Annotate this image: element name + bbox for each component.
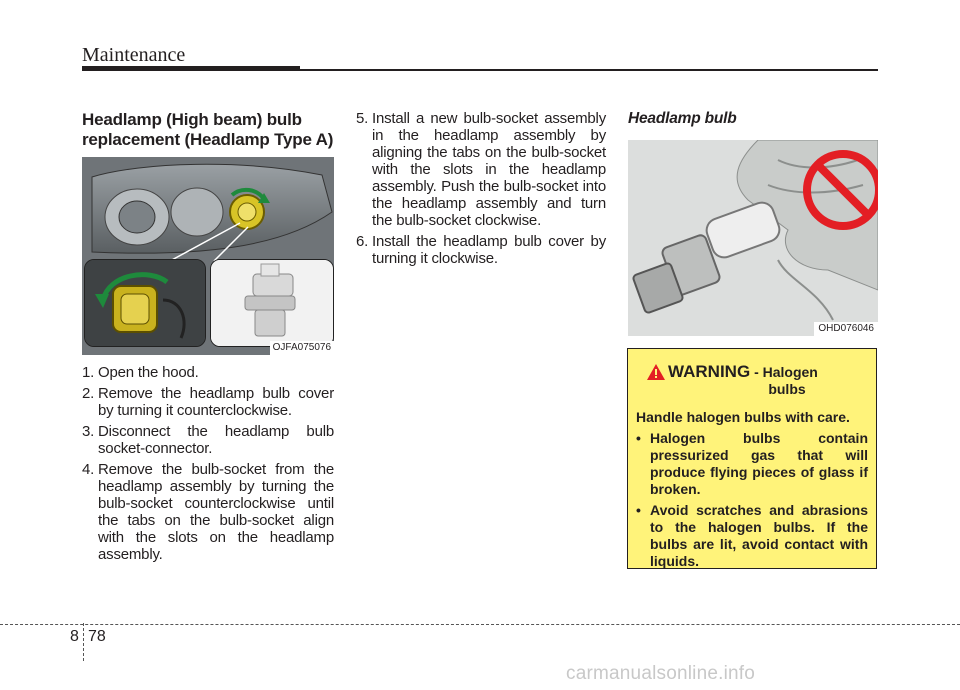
warning-header	[636, 363, 868, 399]
halogen-bulb-figure	[628, 140, 878, 336]
steps-list-2	[356, 110, 606, 267]
warning-subtitle-line2: bulbs	[768, 381, 806, 397]
procedure-heading	[82, 110, 334, 150]
step-number: 3.	[82, 423, 95, 440]
header-rule-thick	[82, 66, 300, 71]
step-item	[356, 233, 606, 267]
step-item	[82, 423, 334, 457]
footer-dashed-rule	[0, 624, 960, 625]
warning-intro: Handle halogen bulbs with care.	[636, 409, 850, 425]
warning-list	[636, 430, 868, 570]
step-text: Open the hood.	[98, 364, 199, 381]
step-item	[82, 461, 334, 563]
right-column	[628, 110, 878, 128]
warning-box	[627, 348, 877, 569]
step-text: Remove the bulb-socket from the headlamp assembly by turning the bulb-socket counterclockwise until the tabs on the bulb-socket align with the slots on the headlamp assembly.	[98, 461, 334, 563]
bullet-icon: •	[636, 502, 641, 518]
step-number: 4.	[82, 461, 95, 478]
step-number: 6.	[356, 233, 369, 250]
chapter-number: 8	[70, 628, 79, 645]
headlamp-socket-figure	[82, 157, 334, 355]
section-title: Maintenance	[82, 44, 186, 66]
bulb-socket-illustration	[211, 260, 333, 346]
warning-item	[636, 502, 868, 570]
header-rule-thin	[300, 69, 878, 71]
step-text: Install the headlamp bulb cover by turning it clockwise.	[372, 233, 606, 267]
page-number-divider	[83, 623, 84, 661]
step-text: Remove the headlamp bulb cover by turning it counterclockwise.	[98, 385, 334, 419]
watermark: carmanualsonline.info	[566, 663, 756, 684]
page-number: 78	[88, 628, 106, 645]
left-steps	[82, 364, 334, 567]
bullet-icon: •	[636, 430, 641, 446]
hand-holding-bulb-illustration	[628, 140, 878, 336]
middle-column	[356, 110, 606, 271]
warning-item	[636, 430, 868, 498]
warning-subtitle: - Halogen	[754, 364, 818, 380]
step-number: 2.	[82, 385, 95, 402]
figure-code: OHD076046	[814, 322, 878, 336]
step-item	[82, 385, 334, 419]
step-text: Disconnect the headlamp bulb socket-connector.	[98, 423, 334, 457]
step-item	[82, 364, 334, 381]
left-column	[82, 110, 334, 160]
warning-label: WARNING	[668, 362, 751, 381]
bulb-socket-inset	[210, 259, 334, 347]
procedure-heading-line2: replacement (Headlamp Type A)	[82, 130, 334, 149]
warning-item-text: Halogen bulbs contain pressurized gas that will produce flying pieces of glass if broken.	[650, 430, 868, 497]
step-text: Install a new bulb-socket assembly in the headlamp assembly by aligning the tabs on the bulb-socket with the slots in the headlamp assembly. Push the bulb-socket into the headlamp assembly and turn the bulb-socket clockwise.	[372, 110, 606, 229]
warning-item-text: Avoid scratches and abrasions to the halogen bulbs. If the bulbs are lit, avoid contact with liquids.	[650, 502, 868, 569]
figure-code: OJFA075076	[270, 341, 334, 355]
step-item	[356, 110, 606, 229]
step-number: 5.	[356, 110, 369, 127]
warning-triangle-icon	[646, 363, 666, 385]
headlamp-bulb-heading: Headlamp bulb	[628, 110, 737, 127]
procedure-heading-line1: Headlamp (High beam) bulb	[82, 110, 302, 129]
socket-detail-inset	[84, 259, 206, 347]
step-number: 1.	[82, 364, 95, 381]
steps-list-1	[82, 364, 334, 563]
socket-rotation-illustration	[85, 260, 205, 346]
